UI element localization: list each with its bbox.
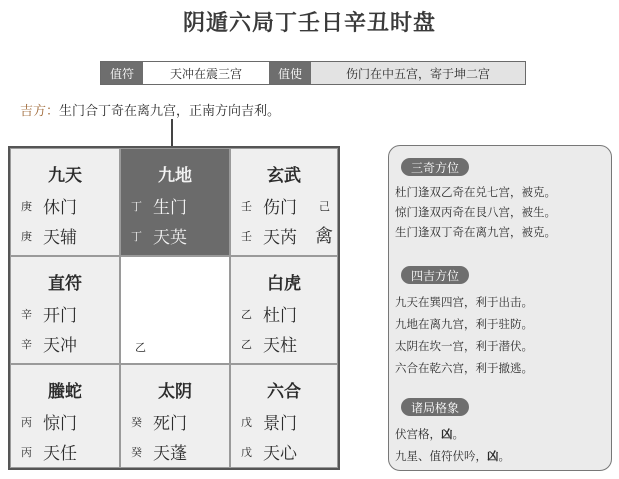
siji-line: 九地在离九宫，利于驻防。 <box>395 317 533 331</box>
zhishi-value: 伤门在中五宫，寄于坤二宫 <box>311 62 525 84</box>
earth-stem: 乙 <box>241 337 252 351</box>
earth-stem: 戊 <box>241 445 252 459</box>
analysis-panel <box>388 145 612 471</box>
heaven-stem: 庚 <box>21 199 32 213</box>
sanqi-line: 生门逢双丁奇在离九宫，被克。 <box>395 225 556 239</box>
siji-line: 九天在巽四宫，利于出击。 <box>395 295 533 309</box>
star-name: 天芮 <box>263 228 297 248</box>
earth-stem: 丁 <box>131 229 142 243</box>
palace-center5 <box>120 256 230 364</box>
palace-dui7 <box>230 256 338 364</box>
door-name: 杜门 <box>263 306 297 326</box>
deity-name: 太阴 <box>158 382 192 402</box>
door-name: 景门 <box>263 414 297 434</box>
geju-end: 。 <box>452 427 464 441</box>
sanqi-line: 杜门逢双乙奇在兑七宫，被克。 <box>395 185 556 199</box>
palace-zhen3 <box>10 256 120 364</box>
pointer-line <box>171 119 173 146</box>
star-name: 天心 <box>263 444 297 464</box>
palace-gen8 <box>10 364 120 468</box>
geju-result: 凶 <box>441 427 453 441</box>
zhifu-label: 值符 <box>101 62 143 84</box>
siji-line: 六合在乾六宫，利于撤逃。 <box>395 361 533 375</box>
earth-stem: 丙 <box>21 445 32 459</box>
deity-name: 六合 <box>267 382 301 402</box>
door-name: 生门 <box>153 198 187 218</box>
heaven-stem: 乙 <box>241 307 252 321</box>
geju-end: 。 <box>498 449 510 463</box>
deity-name: 九天 <box>48 166 82 186</box>
zhifu-value: 天冲在震三宫 <box>143 62 269 84</box>
earth-stem: 辛 <box>21 337 32 351</box>
page-title: 阴遁六局丁壬日辛丑时盘 <box>182 11 436 36</box>
door-name: 开门 <box>43 306 77 326</box>
palace-grid <box>8 146 340 470</box>
geju-text: 九星、值符伏吟， <box>395 449 487 463</box>
geju-text: 伏宫格， <box>395 427 441 441</box>
siji-heading: 四吉方位 <box>401 266 469 284</box>
palace-qian6 <box>230 364 338 468</box>
door-name: 惊门 <box>43 414 77 434</box>
star-name: 天冲 <box>43 336 77 356</box>
star-name: 天蓬 <box>153 444 187 464</box>
auspicious-direction <box>20 100 280 119</box>
auspicious-direction-text: 生门合丁奇在离九宫，正南方向吉利。 <box>59 104 281 119</box>
deity-name: 九地 <box>158 166 192 186</box>
star-name: 天柱 <box>263 336 297 356</box>
star-name: 天辅 <box>43 228 77 248</box>
side-star: 禽 <box>315 226 333 247</box>
zhishi-label: 值使 <box>269 62 311 84</box>
heaven-stem: 丙 <box>21 415 32 429</box>
heaven-stem: 壬 <box>241 199 252 213</box>
palace-kan1 <box>120 364 230 468</box>
heaven-stem: 丁 <box>131 199 142 213</box>
heaven-stem: 辛 <box>21 307 32 321</box>
siji-line: 太阴在坎一宫，利于潜伏。 <box>395 339 533 353</box>
earth-stem: 癸 <box>131 445 142 459</box>
star-name: 天英 <box>153 228 187 248</box>
earth-stem: 庚 <box>21 229 32 243</box>
sanqi-heading: 三奇方位 <box>401 158 469 176</box>
geju-result: 凶 <box>487 449 499 463</box>
heaven-stem: 癸 <box>131 415 142 429</box>
deity-name: 白虎 <box>267 274 301 294</box>
info-bar <box>100 61 526 85</box>
door-name: 休门 <box>43 198 77 218</box>
deity-name: 螣蛇 <box>48 382 82 402</box>
geju-heading: 诸局格象 <box>401 398 469 416</box>
palace-xun4 <box>10 148 120 256</box>
star-name: 天任 <box>43 444 77 464</box>
door-name: 死门 <box>153 414 187 434</box>
geju-line <box>395 426 464 442</box>
heaven-stem: 戊 <box>241 415 252 429</box>
palace-kun2 <box>230 148 338 256</box>
deity-name: 玄武 <box>267 166 301 186</box>
geju-line <box>395 448 510 464</box>
earth-stem: 壬 <box>241 229 252 243</box>
sanqi-line: 惊门逢双丙奇在艮八宫，被生。 <box>395 205 556 219</box>
door-name: 伤门 <box>263 198 297 218</box>
palace-li9 <box>120 148 230 256</box>
deity-name: 直符 <box>48 274 82 294</box>
center-stem: 乙 <box>135 341 146 354</box>
side-stem: 己 <box>319 200 330 213</box>
auspicious-direction-label: 吉方： <box>20 104 60 119</box>
